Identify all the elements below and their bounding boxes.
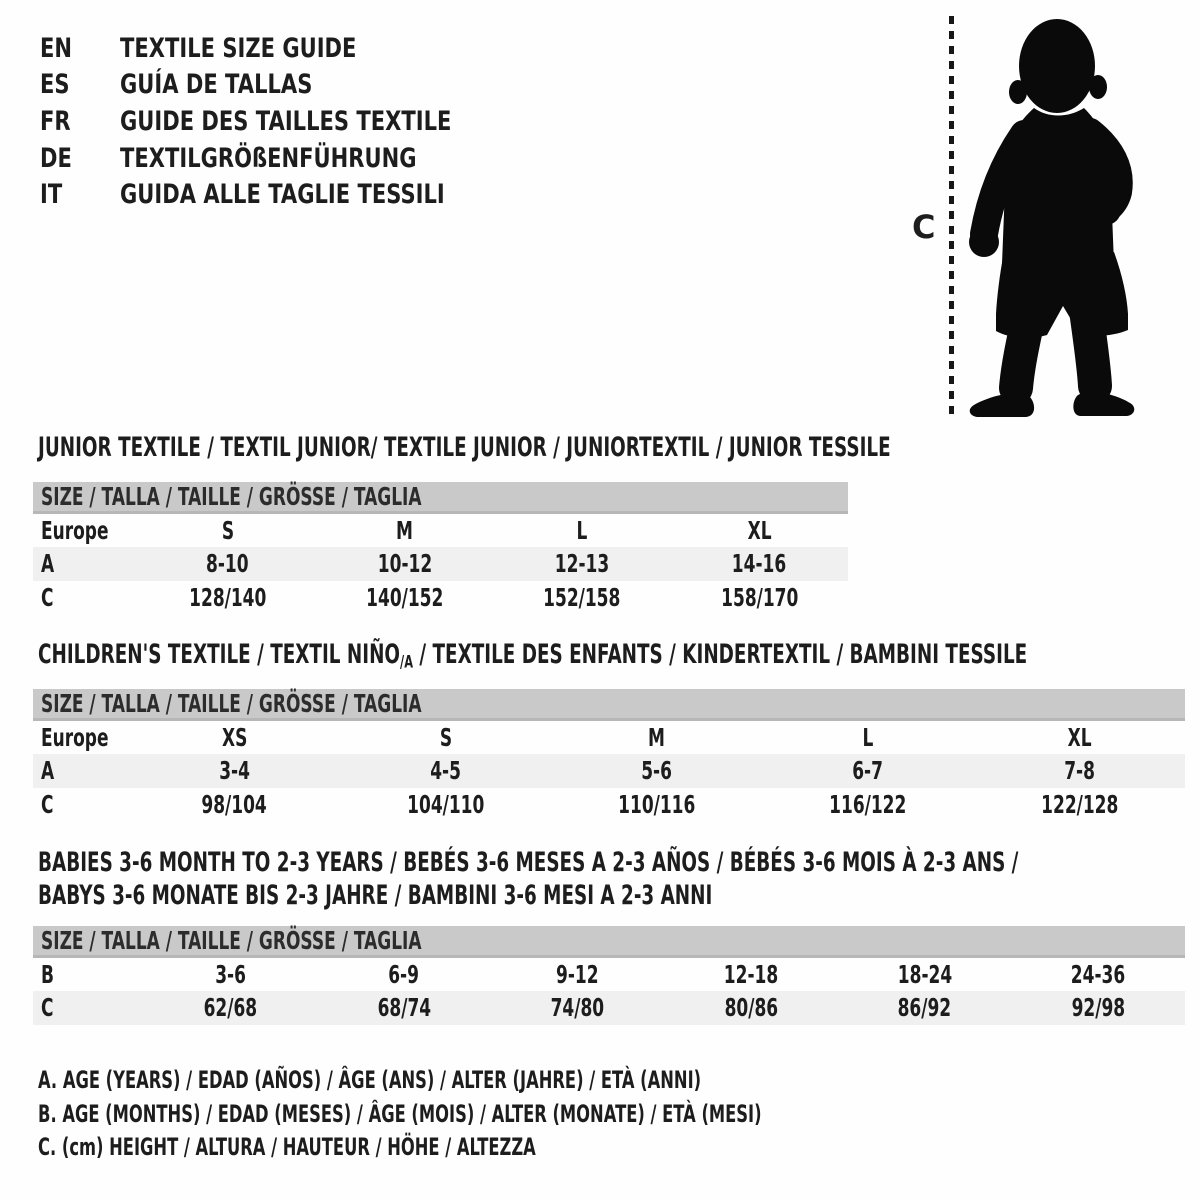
age-cell: 3-4	[218, 756, 250, 785]
size-header-bar	[33, 926, 1185, 957]
language-row	[40, 176, 545, 213]
toddler-silhouette-icon	[964, 12, 1140, 422]
height-cell: 140/152	[366, 583, 444, 612]
right-ear	[1089, 75, 1107, 99]
height-cell: 98/104	[201, 790, 267, 819]
age-cell: 8-10	[206, 549, 249, 578]
age-cell: 12-13	[554, 549, 610, 578]
months-cell: 24-36	[1070, 959, 1126, 989]
age-cell: 6-7	[852, 756, 884, 785]
guide-title: TEXTILGRÖßENFÜHRUNG	[120, 142, 417, 174]
table-row-height	[33, 581, 848, 615]
language-row	[40, 67, 545, 104]
table-row-age	[33, 754, 1185, 788]
months-cell: 3-6	[215, 959, 246, 989]
size-cell: XL	[747, 515, 772, 545]
size-cell: S	[439, 722, 452, 752]
row-label: A	[41, 756, 55, 785]
size-cell: S	[221, 515, 234, 545]
language-row	[40, 140, 545, 177]
size-header-bar	[33, 482, 848, 513]
head	[1019, 19, 1095, 113]
row-label: C	[41, 993, 54, 1022]
language-code: ES	[40, 69, 70, 101]
table-row-height	[33, 991, 1185, 1025]
height-cell: 74/80	[550, 993, 605, 1022]
language-code: DE	[40, 142, 72, 174]
language-code: FR	[40, 105, 71, 137]
children-title-suffix: / TEXTILE DES ENFANTS / KINDERTEXTIL / BAMBINI TESSILE	[413, 639, 1028, 670]
months-cell: 12-18	[723, 959, 779, 989]
age-cell: 4-5	[430, 756, 461, 785]
size-header-label: SIZE / TALLA / TAILLE / GRÖSSE / TAGLIA	[41, 689, 422, 718]
row-label: C	[41, 790, 54, 819]
table-row-europe	[33, 720, 1185, 754]
size-cell: L	[862, 722, 874, 752]
language-title-list	[40, 30, 545, 213]
size-cell: M	[648, 722, 666, 752]
legend-line-height: C. (cm) HEIGHT / ALTURA / HAUTEUR / HÖHE / ALTEZZA	[38, 1133, 536, 1161]
language-row	[40, 103, 545, 140]
age-cell: 14-16	[732, 549, 787, 578]
height-cell: 68/74	[377, 993, 431, 1022]
babies-section-title-line1: BABIES 3-6 MONTH TO 2-3 YEARS / BEBÉS 3-6 MESES A 2-3 AÑOS / BÉBÉS 3-6 MOIS À 2-3 ANS /	[38, 847, 1019, 878]
size-header-label: SIZE / TALLA / TAILLE / GRÖSSE / TAGLIA	[41, 926, 422, 955]
table-row-europe	[33, 513, 848, 547]
height-measure-dashed-line	[949, 16, 954, 418]
language-code: EN	[40, 32, 73, 64]
row-label: Europe	[41, 722, 109, 752]
table-row-age	[33, 547, 848, 581]
left-leg	[1016, 310, 1030, 388]
height-cell: 158/170	[720, 583, 798, 612]
language-row	[40, 30, 545, 67]
guide-title: GUIDA ALLE TAGLIE TESSILI	[120, 179, 445, 211]
height-cell: 110/116	[618, 790, 696, 819]
right-leg	[1086, 310, 1095, 386]
size-cell: XL	[1067, 722, 1092, 752]
babies-section-title-line2: BABYS 3-6 MONATE BIS 2-3 JAHRE / BAMBINI 3-6 MESI A 2-3 ANNI	[38, 880, 713, 911]
junior-size-table	[33, 482, 848, 615]
height-cell: 122/128	[1040, 790, 1118, 819]
left-ear	[1009, 80, 1027, 104]
size-cell: L	[576, 515, 588, 545]
size-cell: M	[396, 515, 414, 545]
height-cell: 152/158	[543, 583, 621, 612]
height-cell: 62/68	[203, 993, 258, 1022]
table-row-height	[33, 788, 1185, 822]
months-cell: 6-9	[388, 959, 420, 989]
guide-title: TEXTILE SIZE GUIDE	[120, 32, 357, 64]
children-title-sub: /A	[400, 651, 414, 672]
measurement-legend	[38, 1064, 1102, 1165]
junior-section-title: JUNIOR TEXTILE / TEXTIL JUNIOR/ TEXTILE JUNIOR / JUNIORTEXTIL / JUNIOR TESSILE	[38, 432, 891, 463]
guide-title: GUIDE DES TAILLES TEXTILE	[120, 105, 452, 137]
children-size-table	[33, 689, 1185, 822]
height-measure-label: C	[912, 208, 936, 246]
row-label: Europe	[41, 515, 109, 545]
children-title-prefix: CHILDREN'S TEXTILE / TEXTIL NIÑO	[38, 639, 401, 670]
height-cell: 128/140	[188, 583, 267, 612]
height-cell: 80/86	[724, 993, 778, 1022]
legend-line-age-years: A. AGE (YEARS) / EDAD (AÑOS) / ÂGE (ANS) / ALTER (JAHRE) / ETÀ (ANNI)	[38, 1066, 702, 1094]
size-header-bar	[33, 689, 1185, 720]
size-header-label: SIZE / TALLA / TAILLE / GRÖSSE / TAGLIA	[41, 482, 422, 511]
table-row-months	[33, 957, 1185, 991]
height-cell: 92/98	[1071, 993, 1125, 1022]
row-label: B	[41, 959, 54, 989]
height-cell: 86/92	[897, 993, 952, 1022]
language-code: IT	[40, 179, 63, 211]
months-cell: 18-24	[897, 959, 952, 989]
children-section-title	[38, 641, 1200, 676]
height-cell: 116/122	[829, 790, 907, 819]
height-cell: 104/110	[406, 790, 485, 819]
size-cell: XS	[221, 722, 247, 752]
babies-size-table	[33, 926, 1185, 1025]
age-cell: 7-8	[1063, 756, 1095, 785]
row-label: A	[41, 549, 55, 578]
row-label: C	[41, 583, 54, 612]
guide-title: GUÍA DE TALLAS	[120, 69, 313, 101]
legend-line-age-months: B. AGE (MONTHS) / EDAD (MESES) / ÂGE (MOIS) / ALTER (MONATE) / ETÀ (MESI)	[38, 1099, 762, 1128]
age-cell: 10-12	[377, 549, 433, 578]
months-cell: 9-12	[556, 959, 599, 989]
age-cell: 5-6	[641, 756, 673, 785]
